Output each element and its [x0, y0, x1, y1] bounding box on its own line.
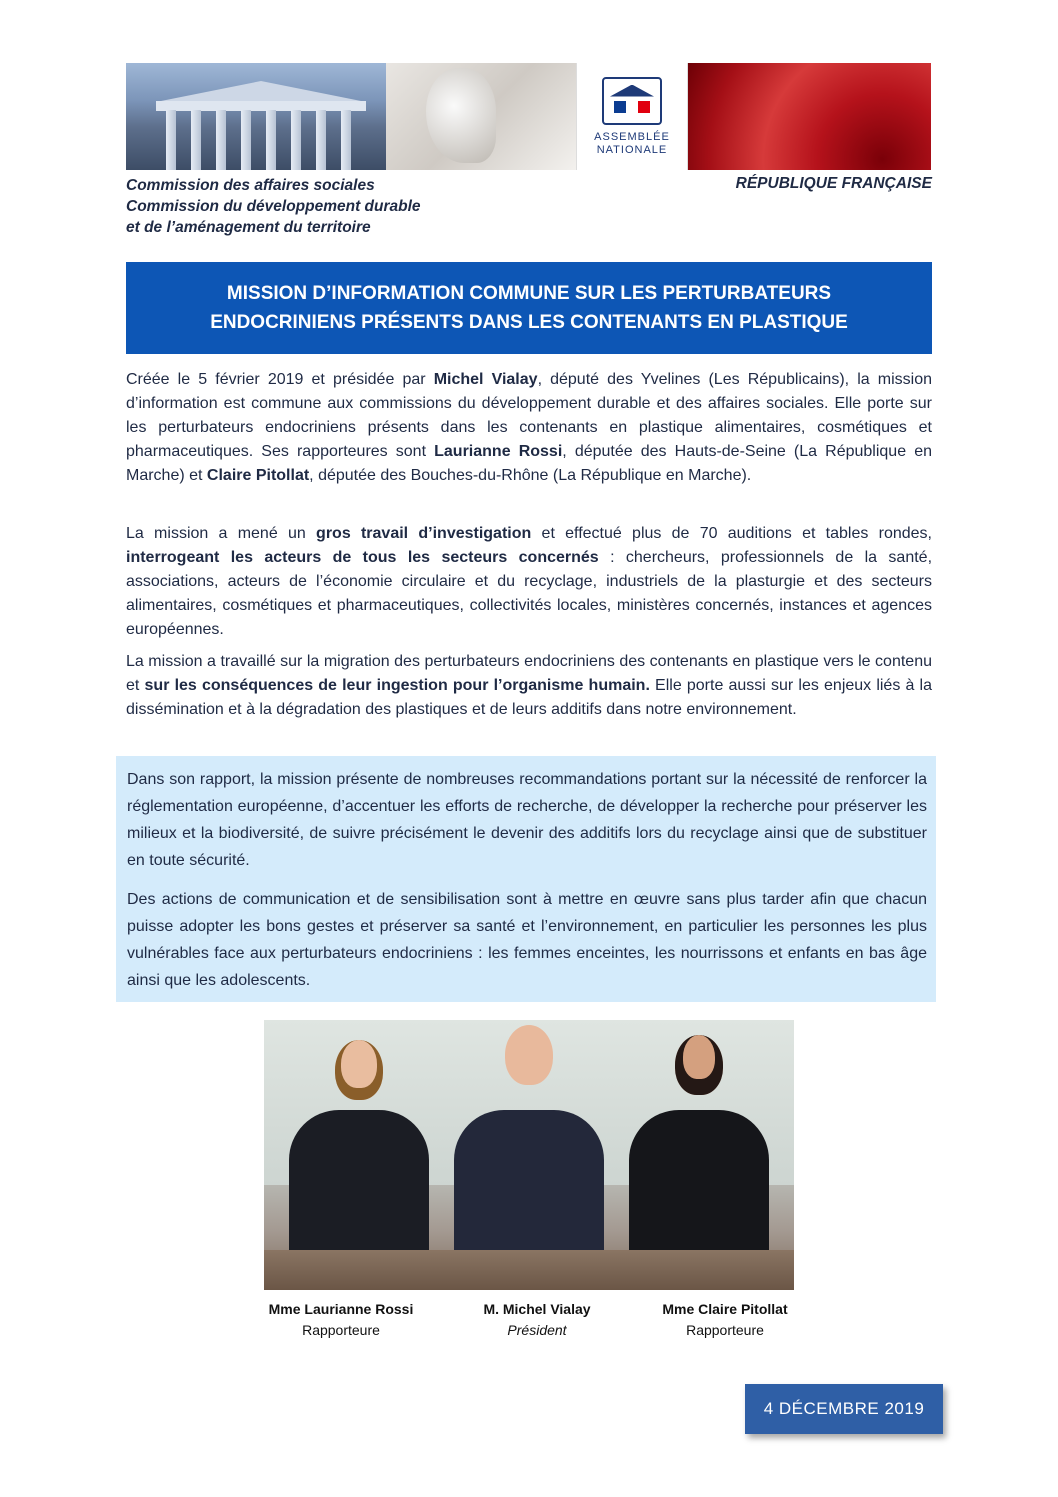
intro-paragraph: Créée le 5 février 2019 et présidée par Michel Vialay, député des Yvelines (Les Républicains), la mission d’information est commune aux commissions du développement durable et des affaires sociales. Elle porte sur les perturbateurs endocriniens présents dans les contenants en plastique alimentaires, cosmétiques et pharmaceutiques. Ses rapporteures sont Laurianne Rossi, députée des Hauts-de-Seine (La République en Marche) et Claire Pitollat, députée des Bouches-du-Rhône (La République en Marche). — [126, 371, 933, 484]
caption-vialay — [452, 1299, 622, 1341]
hemicycle-image — [688, 63, 931, 170]
recommendations-paragraph: Dans son rapport, la mission présente de nombreuses recommandations portant sur la nécessité de renforcer la réglementation européenne, d’accentuer les efforts de recherche, de développer la recherche pour préserver les milieux et la biodiversité, de suivre précisément le devenir des additifs lors du recyclage ainsi que de substituer en toute sécurité. — [127, 771, 927, 869]
migration-paragraph: La mission a travaillé sur la migration des perturbateurs endocriniens des contenants en plastique vers le contenu et sur les conséquences de leur ingestion pour l’organisme humain. Elle porte aussi sur les enjeux liés à la dissémination et à la dégradation des plastiques et de leurs additifs dans notre environnement. — [126, 653, 933, 718]
commission-line: Commission des affaires sociales — [126, 177, 375, 194]
caption-pitollat — [640, 1299, 810, 1341]
assemblee-nationale-logo — [576, 63, 688, 170]
date-badge: 4 DÉCEMBRE 2019 — [745, 1384, 943, 1434]
caption-name: Mme Laurianne Rossi — [268, 1301, 414, 1317]
caption-role: Rapporteure — [302, 1322, 380, 1338]
hemicycle-emblem-icon — [602, 77, 662, 125]
commission-names — [126, 175, 421, 238]
title-line: ENDOCRINIENS PRÉSENTS DANS LES CONTENANTS EN PLASTIQUE — [210, 312, 848, 333]
group-photo — [264, 1020, 794, 1290]
header-banner — [126, 63, 931, 170]
caption-name: M. Michel Vialay — [483, 1301, 591, 1317]
mission-title — [126, 262, 932, 354]
statue-image — [386, 63, 576, 170]
person-michel-vialay — [454, 1025, 604, 1260]
communication-paragraph: Des actions de communication et de sensibilisation sont à mettre en œuvre sans plus tarder afin que chacun puisse adopter les bons gestes et préserver sa santé et l’environnement, en particulier les personnes les plus vulnérables face aux perturbateurs endocriniens : les femmes enceintes, les nourrissons et enfants en bas âge ainsi que les adolescents. — [127, 891, 927, 989]
republique-francaise: RÉPUBLIQUE FRANÇAISE — [735, 175, 932, 192]
person-laurianne-rossi — [289, 1040, 429, 1260]
title-line: MISSION D’INFORMATION COMMUNE SUR LES PERTURBATEURS — [226, 283, 832, 304]
palais-bourbon-image — [126, 63, 386, 170]
caption-role: Rapporteure — [686, 1322, 764, 1338]
caption-rossi — [256, 1299, 426, 1341]
person-claire-pitollat — [629, 1035, 769, 1260]
commission-line: Commission du développement durable — [126, 198, 421, 215]
investigation-paragraph: La mission a mené un gros travail d’investigation et effectué plus de 70 auditions et tables rondes, interrogeant les acteurs de tous les secteurs concernés : chercheurs, professionnels de la santé, associations, acteurs de l’économie circulaire et du recyclage, industriels de la plasturgie et des secteurs alimentaires, cosmétiques et pharmaceutiques, collectivités locales, ministères concernés, instances et agences européennes. — [126, 525, 933, 638]
commission-line: et de l’aménagement du territoire — [126, 219, 371, 236]
caption-role: Président — [507, 1322, 567, 1338]
caption-name: Mme Claire Pitollat — [662, 1301, 788, 1317]
logo-text: ASSEMBLÉE NATIONALE — [594, 130, 670, 156]
